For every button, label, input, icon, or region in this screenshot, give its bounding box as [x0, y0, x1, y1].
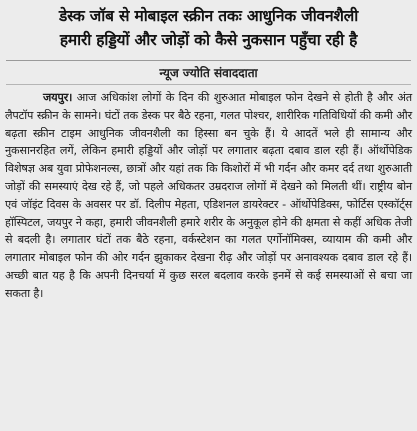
headline-divider [6, 60, 411, 61]
byline: न्यूज ज्योति संवाददाता [159, 66, 258, 80]
headline-line-2: हमारी हड्डियों और जोड़ों को कैसे नुकसान पहुँचा रही है [59, 31, 358, 49]
article-body-text: आज अधिकांश लोगों के दिन की शुरुआत मोबाइल फोन देखने से होती है और अंत लैपटॉप स्क्रीन के सामने। घंटों तक डेस्क पर बैठे रहना, गलत पोश्चर, शारीरिक गतिविधियों की कमी और बढ़ता स्क्रीन टाइम आधुनिक जीवनशैली का हिस्सा बन चुके हैं। ये आदतें भले ही सामान्य और नुकसानरहित लगें, लेकिन हमारी हड्डियों और जोड़ों पर लगातार बढ़ता दबाव डाल रही हैं। ऑर्थोपेडिक विशेषज्ञ अब युवा प्रोफेशनल्स, छात्रों और यहां तक कि किशोरों में भी गर्दन और कमर दर्द तथा शुरुआती जोड़ों की समस्याएं देख रहे हैं, जो पहले अधिकतर उम्रदराज लोगों में देखने को मिलती थीं। राष्ट्रीय बोन एवं जॉइंट दिवस के अवसर पर डॉ. दिलीप मेहता, एडिशनल डायरेक्टर - ऑर्थोपेडिक्स, फोर्टिस एस्कॉर्ट्स हॉस्पिटल, जयपुर ने कहा, हमारी जीवनशैली हमारे शरीर के अनुकूल होने की क्षमता से कहीं अधिक तेजी से बदली है। लगातार घंटों तक बैठे रहना, वर्कस्टेशन का गलत एर्गोनॉमिक्स, व्यायाम की कमी और लगातार मोबाइल फोन की ओर गर्दन झुकाकर देखना रीढ़ और जोड़ों पर अनावश्यक दबाव डाल रहे हैं। अच्छी बात यह है कि अपनी दिनचर्या में कुछ सरल बदलाव करके इनमें से कई समस्याओं से बचा जा सकता है। [5, 91, 412, 300]
dateline: जयपुर। [43, 91, 73, 104]
headline-line-1: डेस्क जॉब से मोबाइल स्क्रीन तकः आधुनिक जीवनशैली [58, 7, 359, 25]
headline [0, 4, 417, 52]
article-body [5, 89, 412, 303]
byline-divider [6, 84, 411, 85]
